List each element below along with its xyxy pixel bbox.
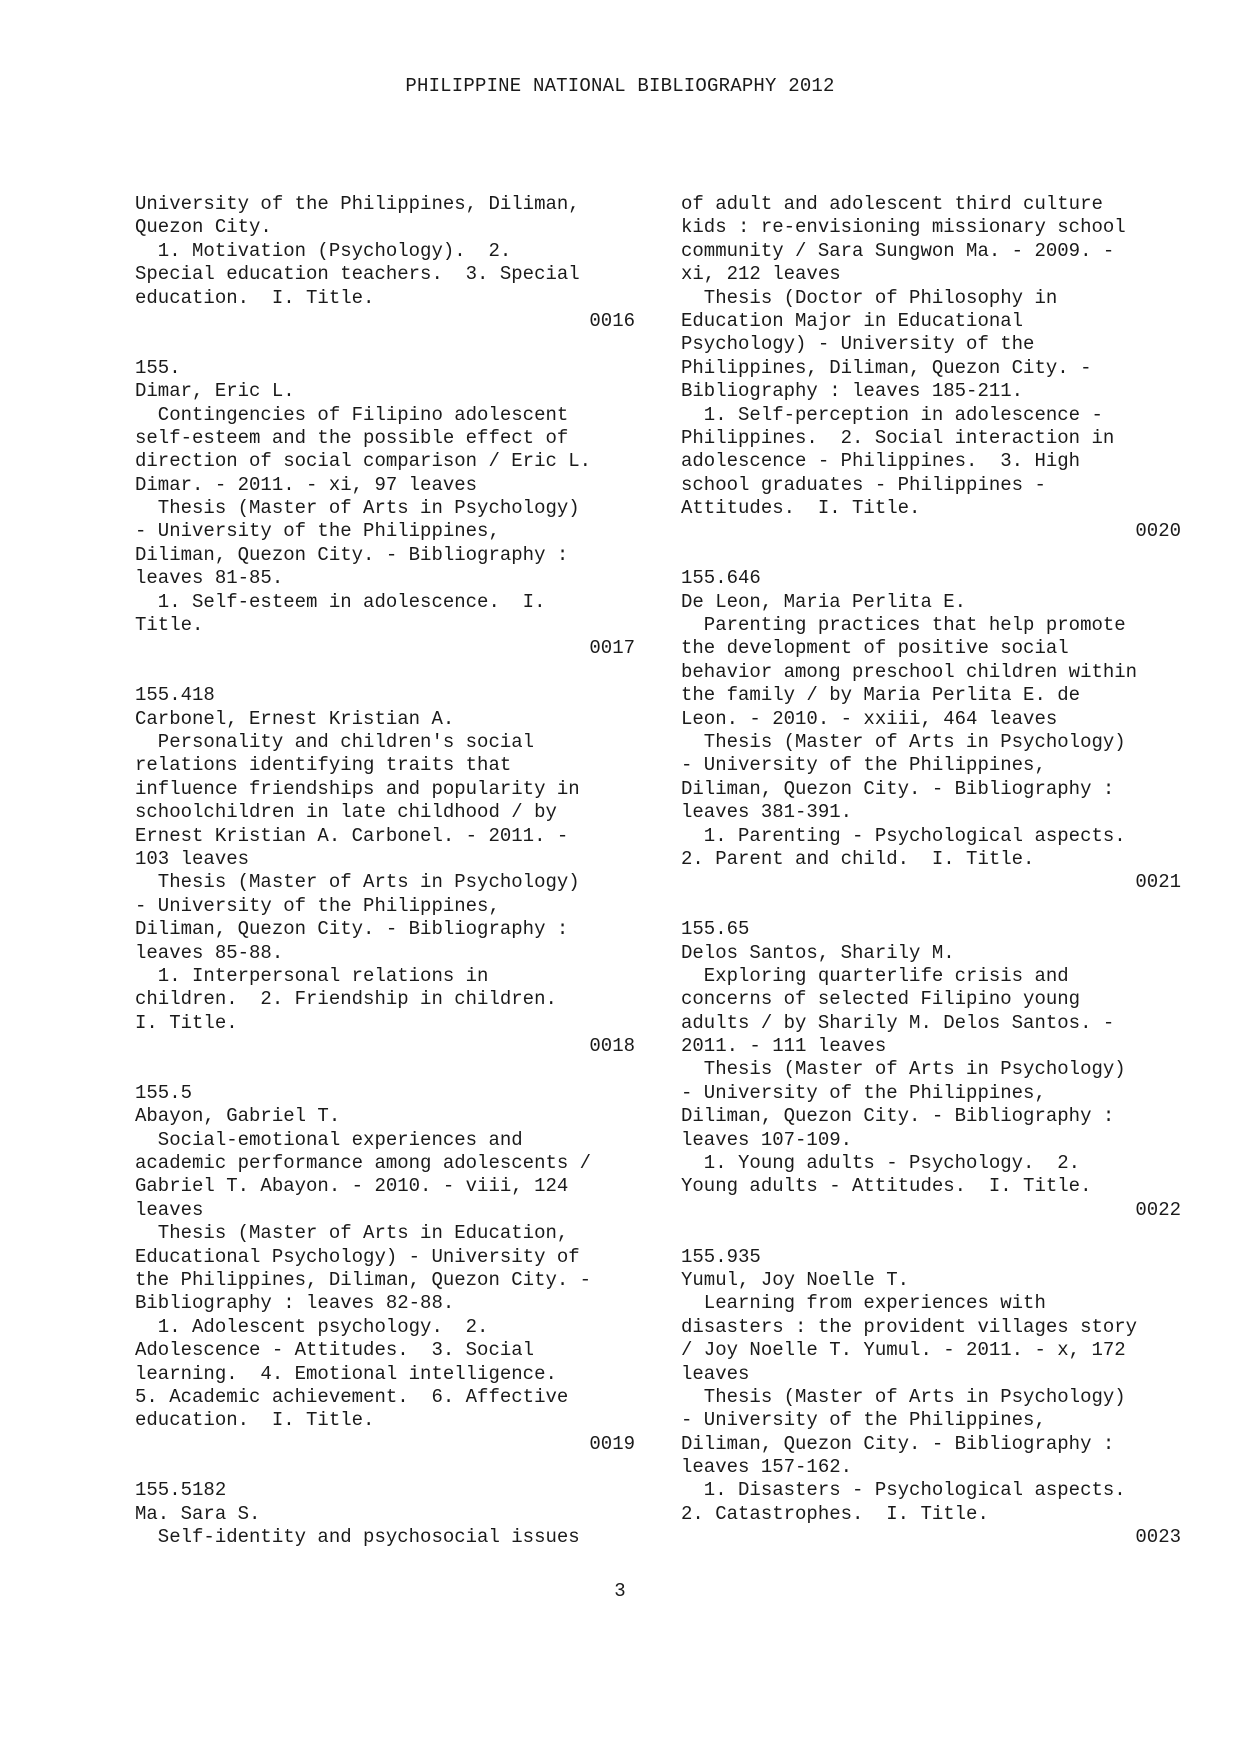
text-line: - University of the Philippines, [135,894,500,917]
text-line: Gabriel T. Abayon. - 2010. - viii, 124 [135,1175,569,1198]
text-line: leaves 157-162. [681,1456,853,1479]
text-line: academic performance among adolescents / [135,1152,592,1175]
text-line: Thesis (Master of Arts in Psychology) [681,1385,1126,1408]
text-line [681,1222,1181,1245]
text-line: Ernest Kristian A. Carbonel. - 2011. - [135,824,569,847]
text-line: Thesis (Master of Arts in Psychology) [135,497,580,520]
text-line: 155.935 [681,1245,761,1268]
text-line: 1. Interpersonal relations in [135,964,489,987]
left-column [135,193,635,1550]
text-line: education. I. Title. [135,1409,375,1432]
text-line: Dimar, Eric L. [135,380,295,403]
text-line: Thesis (Master of Arts in Education, [135,1222,569,1245]
text-line: Bibliography : leaves 82-88. [135,1292,455,1315]
text-line: adults / by Sharily M. Delos Santos. - [681,1011,1115,1034]
text-line: Diliman, Quezon City. - Bibliography : [681,1105,1115,1128]
text-line: Carbonel, Ernest Kristian A. [135,707,455,730]
text-line: Attitudes. I. Title. [681,497,921,520]
text-line: 1. Parenting - Psychological aspects. [681,824,1126,847]
text-line: Young adults - Attitudes. I. Title. [681,1175,1092,1198]
text-line: 1. Self-esteem in adolescence. I. [135,590,546,613]
right-column [681,193,1181,1550]
text-line: Special education teachers. 3. Special [135,263,580,286]
entry-number: 0021 [1135,871,1181,894]
text-line: Education Major in Educational [681,309,1024,332]
text-line: leaves [135,1198,204,1221]
text-line [681,544,1181,567]
text-line [135,333,635,356]
text-line: Title. [135,614,204,637]
text-line: Abayon, Gabriel T. [135,1105,341,1128]
entry-number: 0023 [1135,1526,1181,1549]
text-line: Social-emotional experiences and [135,1128,523,1151]
text-line: Diliman, Quezon City. - Bibliography : [135,543,569,566]
text-line: 1. Disasters - Psychological aspects. [681,1479,1126,1502]
text-line: - University of the Philippines, [681,1409,1046,1432]
text-line: the development of positive social [681,637,1069,660]
text-line: - University of the Philippines, [681,1081,1046,1104]
text-line: Adolescence - Attitudes. 3. Social [135,1339,535,1362]
text-line: learning. 4. Emotional intelligence. [135,1362,557,1385]
entry-number: 0022 [1135,1198,1181,1221]
text-line: direction of social comparison / Eric L. [135,450,592,473]
text-line: 155.646 [681,567,761,590]
text-line: leaves [681,1362,750,1385]
text-line: 2. Catastrophes. I. Title. [681,1502,989,1525]
text-line: Thesis (Doctor of Philosophy in [681,286,1058,309]
text-line: 155.65 [681,918,750,941]
text-line: Parenting practices that help promote [681,614,1126,637]
text-line: Diliman, Quezon City. - Bibliography : [135,918,569,941]
text-line: the family / by Maria Perlita E. de [681,684,1081,707]
text-line: / Joy Noelle T. Yumul. - 2011. - x, 172 [681,1339,1126,1362]
text-line: 1. Self-perception in adolescence - [681,403,1103,426]
text-line: Quezon City. [135,216,272,239]
entry-number: 0018 [589,1035,635,1058]
text-line: Personality and children's social [135,730,535,753]
text-line: leaves 381-391. [681,801,853,824]
text-line: Ma. Sara S. [135,1502,261,1525]
entry-number: 0019 [589,1432,635,1455]
text-line: Philippines. 2. Social interaction in [681,426,1115,449]
text-line: 2011. - 111 leaves [681,1035,887,1058]
text-line: Psychology) - University of the [681,333,1035,356]
text-line: of adult and adolescent third culture [681,193,1103,215]
entry-number: 0016 [589,309,635,332]
text-line: Bibliography : leaves 185-211. [681,380,1024,403]
text-line: leaves 107-109. [681,1128,853,1151]
text-line: Self-identity and psychosocial issues [135,1526,580,1549]
text-line: influence friendships and popularity in [135,777,580,800]
text-line: Diliman, Quezon City. - Bibliography : [681,777,1115,800]
text-line: Dimar. - 2011. - xi, 97 leaves [135,473,478,496]
text-line: 155.5 [135,1081,193,1104]
entry-number: 0020 [1135,520,1181,543]
text-line: Thesis (Master of Arts in Psychology) [681,730,1126,753]
text-line: behavior among preschool children within [681,660,1138,683]
text-line: Yumul, Joy Noelle T. [681,1268,910,1291]
text-line: University of the Philippines, Diliman, [135,193,580,215]
text-line: Thesis (Master of Arts in Psychology) [681,1058,1126,1081]
text-line: xi, 212 leaves [681,263,841,286]
text-line: self-esteem and the possible effect of [135,426,569,449]
text-line [135,661,635,684]
text-line: 1. Motivation (Psychology). 2. [135,239,512,262]
text-line: Thesis (Master of Arts in Psychology) [135,871,580,894]
text-line [135,1456,635,1479]
text-line: leaves 85-88. [135,941,284,964]
text-line: Leon. - 2010. - xxiii, 464 leaves [681,707,1058,730]
text-line: Educational Psychology) - University of [135,1245,580,1268]
text-line: - University of the Philippines, [681,754,1046,777]
text-line: kids : re-envisioning missionary school [681,216,1126,239]
text-line: Learning from experiences with [681,1292,1046,1315]
text-line: Diliman, Quezon City. - Bibliography : [681,1432,1115,1455]
text-line: adolescence - Philippines. 3. High [681,450,1081,473]
text-line: concerns of selected Filipino young [681,988,1081,1011]
text-line: school graduates - Philippines - [681,473,1046,496]
text-line: disasters : the provident villages story [681,1315,1138,1338]
page-header: PHILIPPINE NATIONAL BIBLIOGRAPHY 2012 [405,75,835,97]
text-line: De Leon, Maria Perlita E. [681,590,967,613]
text-line: Contingencies of Filipino adolescent [135,403,569,426]
text-line: 155.5182 [135,1479,227,1502]
text-line: relations identifying traits that [135,754,512,777]
page-number: 3 [614,1580,626,1602]
text-line [135,1058,635,1081]
text-line: education. I. Title. [135,286,375,309]
text-line: leaves 81-85. [135,567,284,590]
text-line: 103 leaves [135,847,250,870]
text-line: 1. Adolescent psychology. 2. [135,1315,489,1338]
text-line: 155.418 [135,684,215,707]
text-line: I. Title. [135,1011,238,1034]
entry-number: 0017 [589,637,635,660]
text-line: schoolchildren in late childhood / by [135,801,557,824]
text-line: 155. [135,356,181,379]
text-line: 5. Academic achievement. 6. Affective [135,1385,569,1408]
text-line: the Philippines, Diliman, Quezon City. - [135,1268,592,1291]
text-line: 1. Young adults - Psychology. 2. [681,1152,1081,1175]
text-line: Exploring quarterlife crisis and [681,964,1069,987]
text-line: Delos Santos, Sharily M. [681,941,955,964]
text-line: - University of the Philippines, [135,520,500,543]
text-line: 2. Parent and child. I. Title. [681,847,1035,870]
text-line: community / Sara Sungwon Ma. - 2009. - [681,239,1115,262]
text-line: Philippines, Diliman, Quezon City. - [681,356,1092,379]
text-line: children. 2. Friendship in children. [135,988,557,1011]
text-line [681,895,1181,918]
